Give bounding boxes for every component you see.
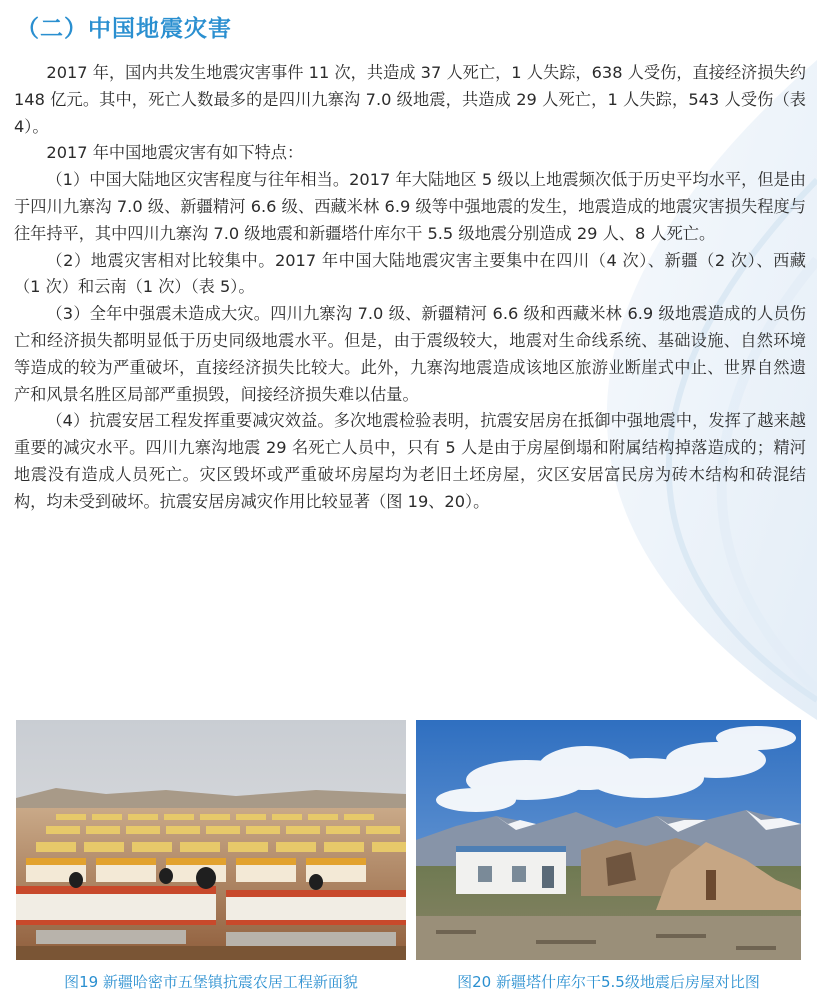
paragraph-feature-2: （2）地震灾害相对比较集中。2017 年中国大陆地震灾害主要集中在四川（4 次）、新疆（2 次）、西藏（1 次）和云南（1 次）（表 5）。 [14,250,806,297]
paragraph-summary: 2017 年，国内共发生地震灾害事件 11 次，共造成 37 人死亡，1 人失踪，638 人受伤，直接经济损失约 148 亿元。其中，死亡人数最多的是四川九寨沟 7.0 级地震，共造成 29 人死亡，1 人失踪，543 人受伤（表 4）。 [14,63,806,136]
section-title: （二）中国地震灾害 [16,16,232,42]
paragraph-feature-1: （1）中国大陆地区灾害程度与往年相当。2017 年大陆地区 5 级以上地震频次低于历史平均水平，但是由于四川九寨沟 7.0 级、新疆精河 6.6 级、西藏米林 6.9 级等中强地震的发生，地震造成的地震灾害损失程度与往年持平，其中四川九寨沟 7.0 级地震和新疆塔什库尔干 5.5 级地震分别造成 29 人、8 人死亡。 [14,170,806,243]
figure-19-photo [16,720,406,960]
paragraph-feature-4: （4）抗震安居工程发挥重要减灾效益。多次地震检验表明，抗震安居房在抵御中强地震中，发挥了越来越重要的减灾水平。四川九寨沟地震 29 名死亡人员中，只有 5 人是由于房屋倒塌和附属结构掉落造成的；精河地震没有造成人员死亡。灾区毁坏或严重破坏房屋均为老旧土坯房屋，灾区安居富民房为砖木结构和砖混结构，均未受到破坏。抗震安居房减灾作用比较显著（图 19、20）。 [14,411,806,511]
body-text [14,60,806,516]
figure-20-photo [416,720,801,960]
paragraph-features-intro: 2017 年中国地震灾害有如下特点： [46,143,304,163]
paragraph-feature-3: （3）全年中强震未造成大灾。四川九寨沟 7.0 级、新疆精河 6.6 级和西藏米林 6.9 级地震造成的人员伤亡和经济损失都明显低于历史同级地震水平。但是，由于震级较大，地震对生命线系统、基础设施、自然环境等造成的较为严重破坏，直接经济损失比较大。此外，九寨沟地震造成该地区旅游业断崖式中止、世界自然遗产和风景名胜区局部严重损毁，间接经济损失难以估量。 [14,304,806,404]
figure-20-caption: 图20 新疆塔什库尔干5.5级地震后房屋对比图 [457,973,760,991]
figure-19-caption: 图19 新疆哈密市五堡镇抗震农居工程新面貌 [64,973,358,991]
